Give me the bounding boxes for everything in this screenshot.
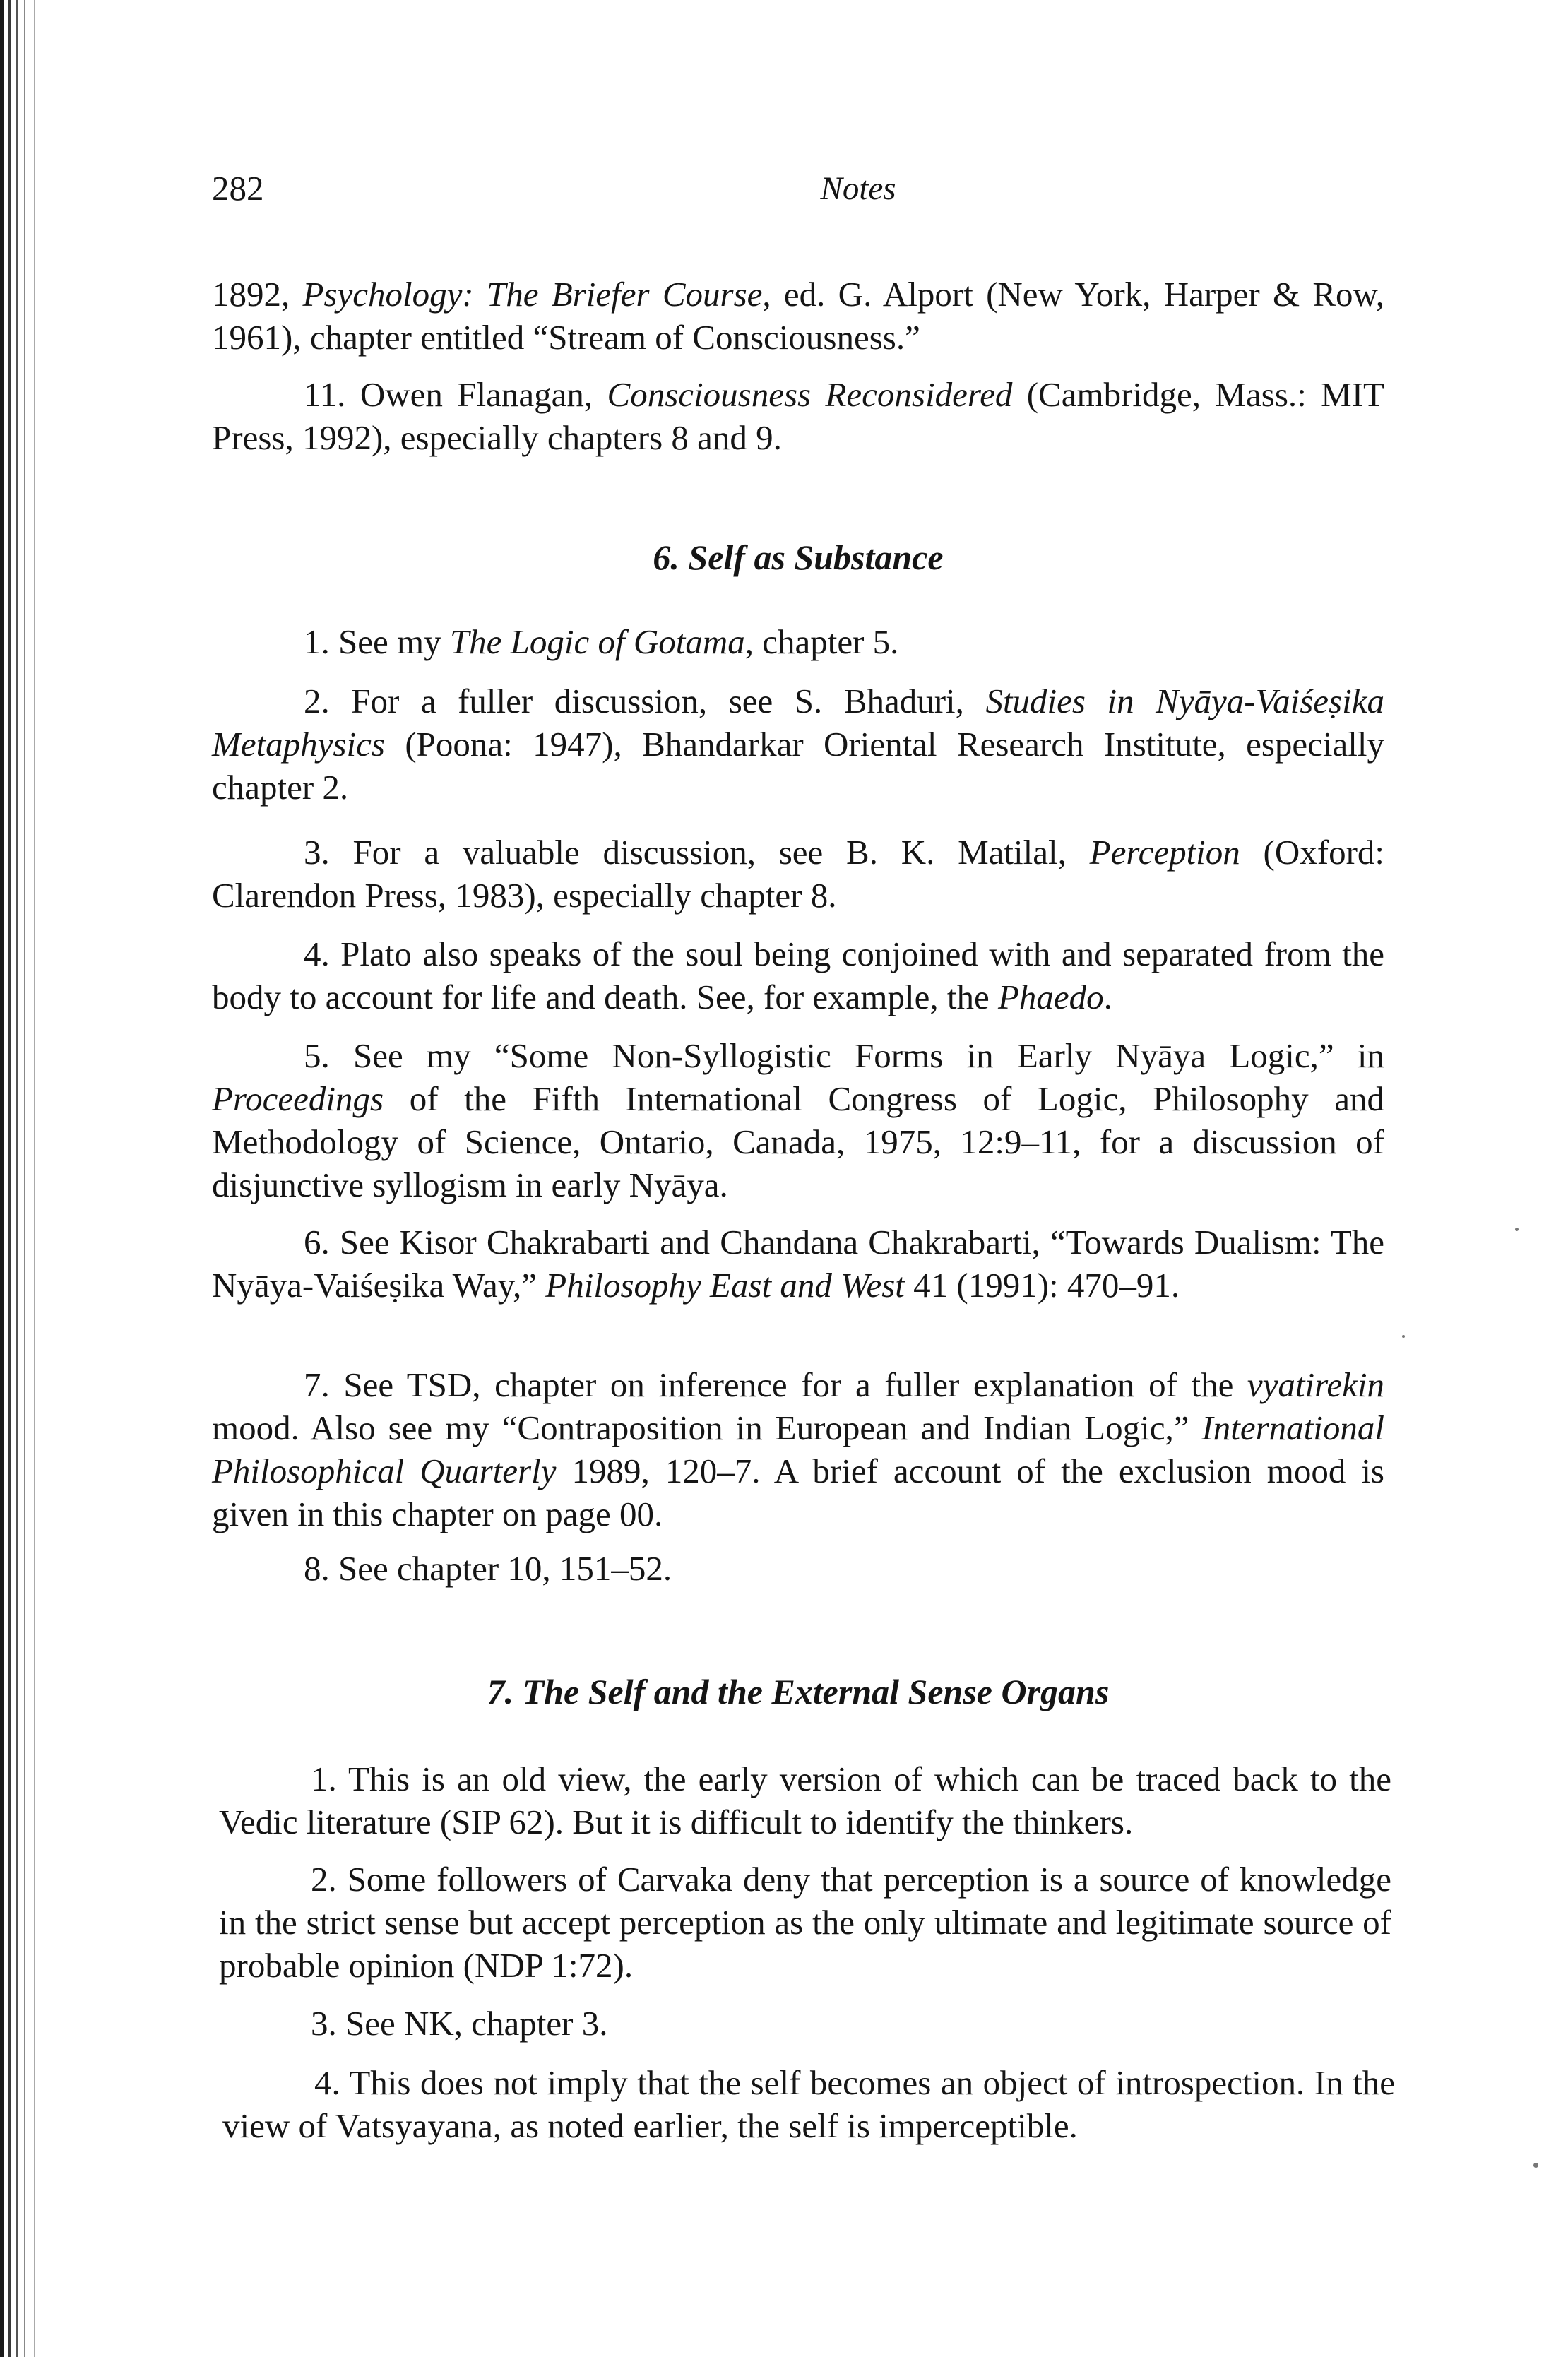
note-text: (Oxford: Clarendon Press, 1983), especially chapter 8. — [212, 833, 1384, 915]
note-title: International Philosophical Quarterly — [212, 1408, 1384, 1490]
section-heading-6: 6. Self as Substance — [653, 538, 944, 577]
note-title: The Logic of Gotama — [449, 622, 745, 661]
note-text: (Cambridge, Mass.: MIT Press, 1992), especially chapters 8 and 9. — [212, 375, 1384, 457]
note-6-8: 8. See chapter 10, 151–52. — [304, 1549, 672, 1588]
note-text: , chapter 5. — [744, 622, 899, 661]
note-text: 1892, — [212, 275, 303, 314]
note-text: (Poona: 1947), Bhandarkar Oriental Research Institute, especially chapter 2. — [212, 725, 1384, 807]
note-title: Proceedings — [212, 1079, 384, 1118]
note-text: of the Fifth International Congress of Logic, Philosophy and Methodology of Science, Ontario, Canada, 1975, 12:9–11, for a discussion of disjunctive syllogism in early Nyāya. — [212, 1079, 1384, 1204]
note-6-7 — [212, 1363, 1384, 1536]
note-6-3 — [212, 831, 1384, 917]
note-title: Consciousness Reconsidered — [607, 375, 1013, 414]
scan-binding-edge — [0, 0, 51, 2357]
running-title: Notes — [820, 170, 896, 207]
page-number: 282 — [212, 169, 264, 208]
note-title: Phaedo — [997, 978, 1104, 1016]
note-6-5 — [212, 1034, 1384, 1206]
note-7-1: 1. This is an old view, the early version of which can be traced back to the Vedic literature (SIP 62). But it is difficult to identify the thinkers. — [219, 1759, 1391, 1841]
note-text: , ed. G. Alport (New York, Harper & Row, 1961), chapter entitled “Stream of Consciousness.” — [212, 275, 1385, 357]
note-text: 1989, 120–7. A brief account of the exclusion mood is given in this chapter on page 00. — [212, 1451, 1385, 1533]
note-7-2: 2. Some followers of Carvaka deny that perception is a source of knowledge in the strict sense but accept perception as the only ultimate and legitimate source of probable opinion (NDP 1:72). — [219, 1860, 1391, 1985]
note-text: 5. See my “Some Non-Syllogistic Forms in Early Nyāya Logic,” in — [304, 1036, 1384, 1075]
note-text: 1. See my — [304, 622, 450, 661]
section-heading-7: 7. The Self and the External Sense Organs — [487, 1672, 1110, 1711]
scan-speck — [1515, 1228, 1519, 1231]
note-text: 3. For a valuable discussion, see B. K. Matilal, — [304, 833, 1090, 872]
note-continuation — [212, 273, 1384, 359]
note-7-3: 3. See NK, chapter 3. — [311, 2004, 608, 2043]
note-title: Studies in Nyāya-Vaiśeṣika Metaphysics — [212, 682, 1384, 764]
note-text: 11. Owen Flanagan, — [304, 375, 607, 414]
scan-speck — [1402, 1335, 1405, 1338]
note-text: mood. Also see my “Contraposition in European and Indian Logic,” — [212, 1408, 1202, 1447]
note-7-4: 4. This does not imply that the self becomes an object of introspection. In the view of Vatsyayana, as noted earlier, the self is imperceptible. — [222, 2063, 1395, 2145]
scan-speck — [1533, 2163, 1538, 2168]
note-term: vyatirekin — [1247, 1365, 1384, 1404]
note-6-1 — [212, 620, 1384, 663]
note-text: 7. See TSD, chapter on inference for a fuller explanation of the — [304, 1365, 1247, 1404]
note-title: Psychology: The Briefer Course — [302, 275, 763, 314]
note-11 — [212, 373, 1384, 459]
note-text: 41 (1991): 470–91. — [904, 1266, 1180, 1305]
note-text: 4. Plato also speaks of the soul being conjoined with and separated from the body to account for life and death. See, for example, the — [212, 934, 1384, 1016]
note-6-2 — [212, 679, 1384, 809]
note-text: 6. See Kisor Chakrabarti and Chandana Chakrabarti, “Towards Dualism: The Nyāya-Vaiśeṣika Way,” — [212, 1223, 1384, 1305]
note-6-6 — [212, 1221, 1384, 1307]
note-text: . — [1103, 978, 1112, 1016]
running-head — [212, 164, 1406, 213]
note-6-4 — [212, 932, 1384, 1019]
note-text: 2. For a fuller discussion, see S. Bhaduri, — [304, 682, 986, 720]
note-title: Philosophy East and West — [545, 1266, 905, 1305]
note-title: Perception — [1089, 833, 1240, 872]
